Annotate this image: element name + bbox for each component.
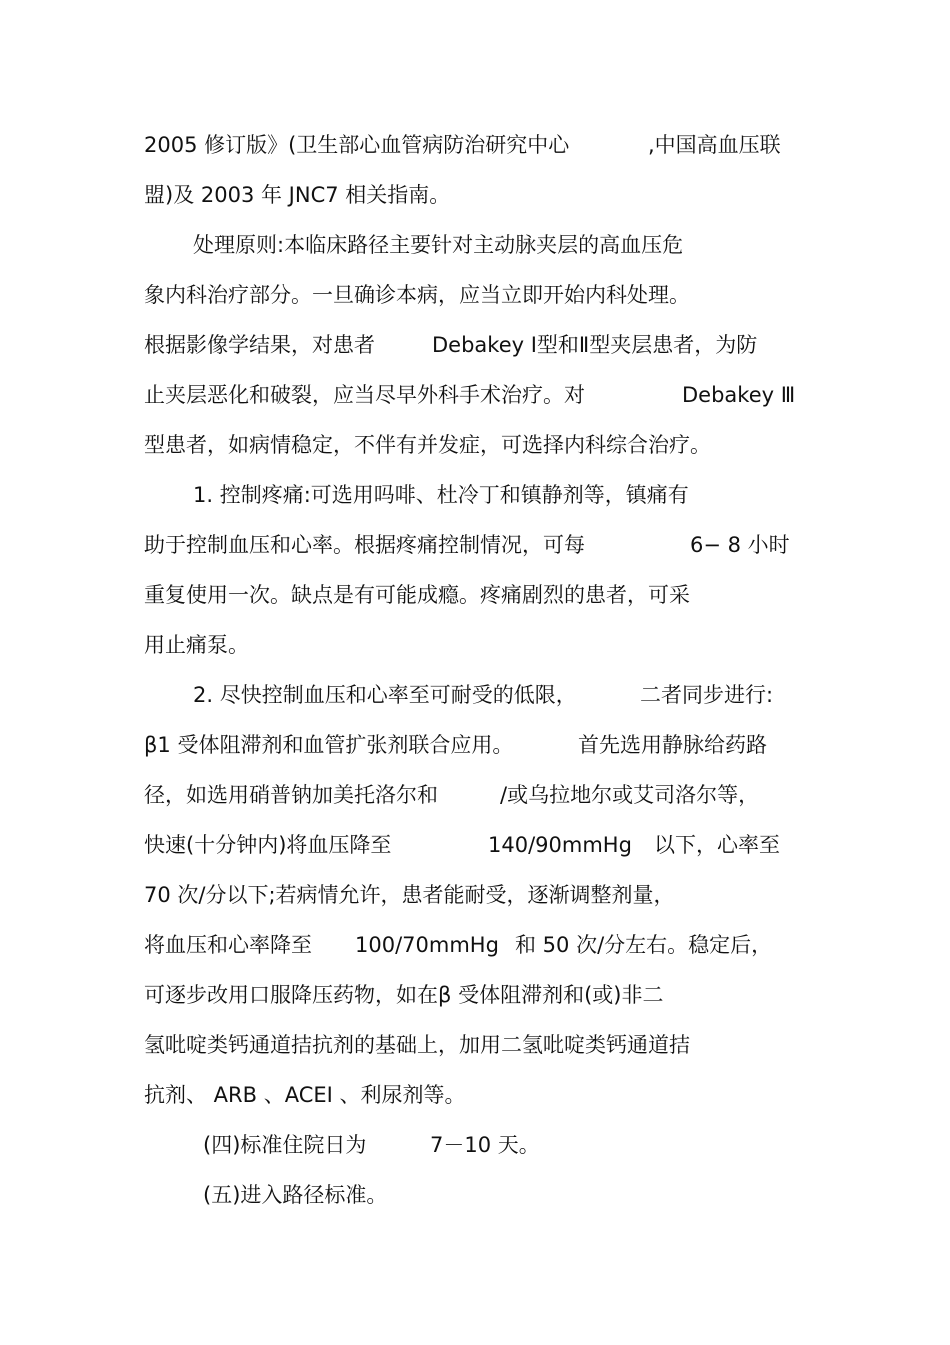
text-segment: β1 受体阻滞剂和血管扩张剂联合应用。	[144, 733, 514, 757]
text-line	[0, 580, 950, 610]
text-line	[0, 330, 950, 360]
text-line	[0, 430, 950, 460]
text-line	[0, 280, 950, 310]
text-line	[0, 180, 950, 210]
text-line	[0, 630, 950, 660]
text-line	[0, 1130, 950, 1160]
text-segment: 象内科治疗部分。一旦确诊本病，应当立即开始内科处理。	[144, 283, 690, 307]
text-segment: 和 50 次/分左右。稳定后，	[515, 933, 773, 957]
text-line	[0, 680, 950, 710]
text-segment: 氢吡啶类钙通道拮抗剂的基础上，加用二氢吡啶类钙通道拮	[144, 1033, 690, 1057]
text-segment: 70 次/分以下;若病情允许，患者能耐受，逐渐调整剂量，	[144, 883, 675, 907]
text-segment: ,中国高血压联	[648, 133, 781, 157]
text-segment: /或乌拉地尔或艾司洛尔等，	[500, 783, 760, 807]
text-segment: 2. 尽快控制血压和心率至可耐受的低限，	[193, 683, 577, 707]
text-segment: 根据影像学结果，对患者	[144, 333, 375, 357]
text-line	[0, 1080, 950, 1110]
text-segment: Debakey Ⅲ	[682, 383, 796, 407]
text-segment: 6− 8 小时	[690, 533, 790, 557]
text-segment: 140/90mmHg	[488, 833, 632, 857]
text-segment: 用止痛泵。	[144, 633, 249, 657]
text-line	[0, 480, 950, 510]
text-segment: 径，如选用硝普钠加美托洛尔和	[144, 783, 438, 807]
text-line	[0, 730, 950, 760]
text-line	[0, 830, 950, 860]
text-segment: 快速(十分钟内)将血压降至	[144, 833, 392, 857]
text-line	[0, 1030, 950, 1060]
text-segment: (四)标准住院日为	[203, 1133, 367, 1157]
text-line	[0, 880, 950, 910]
text-segment: 100/70mmHg	[355, 933, 499, 957]
text-segment: 处理原则:本临床路径主要针对主动脉夹层的高血压危	[193, 233, 684, 257]
text-line	[0, 780, 950, 810]
text-segment: 抗剂、 ARB 、ACEI 、利尿剂等。	[144, 1083, 466, 1107]
text-segment: 二者同步进行:	[640, 683, 774, 707]
text-segment: 首先选用静脉给药路	[578, 733, 767, 757]
text-line	[0, 930, 950, 960]
text-segment: 将血压和心率降至	[144, 933, 312, 957]
text-segment: 型患者，如病情稳定，不伴有并发症，可选择内科综合治疗。	[144, 433, 711, 457]
text-segment: 止夹层恶化和破裂，应当尽早外科手术治疗。对	[144, 383, 585, 407]
text-line	[0, 380, 950, 410]
text-segment: 盟)及 2003 年 JNC7 相关指南。	[144, 183, 451, 207]
text-segment: 重复使用一次。缺点是有可能成瘾。疼痛剧烈的患者，可采	[144, 583, 690, 607]
text-segment: 以下，心率至	[654, 833, 780, 857]
text-line	[0, 980, 950, 1010]
text-segment: 7－10 天。	[430, 1133, 540, 1157]
text-segment: 助于控制血压和心率。根据疼痛控制情况，可每	[144, 533, 585, 557]
text-line	[0, 230, 950, 260]
text-segment: 1. 控制疼痛:可选用吗啡、杜冷丁和镇静剂等，镇痛有	[193, 483, 689, 507]
text-segment: 2005 修订版》(卫生部心血管病防治研究中心	[144, 133, 570, 157]
text-line	[0, 530, 950, 560]
text-line	[0, 1180, 950, 1210]
text-segment: 可逐步改用口服降压药物，如在β 受体阻滞剂和(或)非二	[144, 983, 664, 1007]
text-segment: Debakey Ⅰ型和Ⅱ型夹层患者，为防	[432, 333, 758, 357]
text-line	[0, 130, 950, 160]
text-segment: (五)进入路径标准。	[203, 1183, 388, 1207]
